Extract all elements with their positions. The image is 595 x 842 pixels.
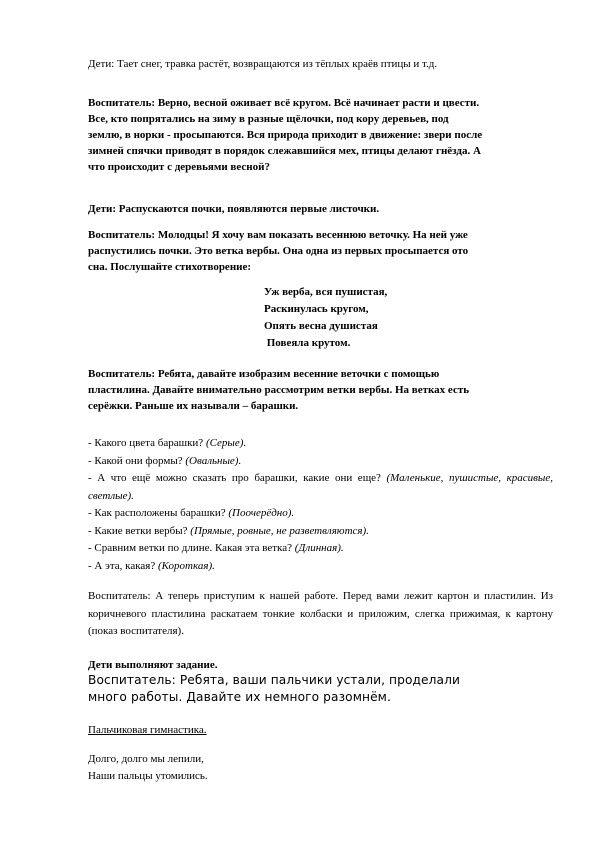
section-heading: Пальчиковая гимнастика. [88, 724, 207, 736]
answer-text: (Короткая). [157, 559, 215, 572]
text-line: Воспитатель: Верно, весной оживает всё кругом. Всё начинает расти и цвести. [88, 97, 480, 109]
question-text: - Какие ветки вербы? [88, 524, 191, 537]
question-item [88, 558, 553, 576]
poem-line: Уж верба, вся пушистая, [264, 286, 388, 298]
question-item [88, 523, 553, 541]
text-line: много работы. Давайте их немного разомнём. [88, 690, 391, 704]
teacher-paragraph-plasticine [88, 366, 553, 414]
text-line: Воспитатель: Ребята, давайте изобразим весенние веточки с помощью [88, 368, 440, 380]
teacher-paragraph-work [88, 588, 553, 641]
text-line: серёжки. Раньше их называли – барашки. [88, 400, 299, 412]
text-line: Дети выполняют задание. [88, 659, 218, 671]
teacher-paragraph-spring [88, 95, 553, 175]
question-item [88, 470, 553, 505]
poem-line: Раскинулась кругом, [264, 303, 369, 315]
rhyme-line: Долго, долго мы лепили, [88, 753, 204, 765]
text-line: распустились почки. Это ветка вербы. Она одна из первых просыпается ото [88, 245, 469, 257]
answer-text: (Поочерёдно). [228, 507, 295, 519]
text-line: Воспитатель: Ребята, ваши пальчики устали, проделали [88, 673, 461, 687]
answer-text: (Длинная). [294, 542, 344, 554]
teacher-paragraph-branch [88, 227, 553, 275]
children-answer-paragraph-1 [88, 56, 553, 72]
answer-text: (Серые). [205, 437, 247, 449]
children-answer-paragraph-2 [88, 201, 553, 217]
text-line: Дети: Тает снег, травка растёт, возвращаются из тёплых краёв птицы и т.д. [88, 58, 438, 70]
question-item [88, 540, 553, 558]
poem-line: Повеяла крутом. [264, 337, 351, 349]
text-line: землю, в норки - просыпаются. Вся природа приходит в движение: звери после [88, 129, 483, 141]
text-line: пластилина. Давайте внимательно рассмотрим ветки вербы. На ветках есть [88, 384, 470, 396]
text-line: Дети: Распускаются почки, появляются первые листочки. [88, 203, 380, 215]
children-task-line [88, 657, 553, 673]
text-line: Все, кто попрятались на зиму в разные щёлочки, под кору деревьев, под [88, 113, 449, 125]
question-text: - Какой они формы? [88, 454, 186, 467]
text-line: сна. Послушайте стихотворение: [88, 261, 252, 273]
rhyme [88, 751, 553, 785]
question-text: - Какого цвета барашки? [88, 437, 206, 449]
answer-text: (Овальные). [185, 454, 242, 467]
answer-text: (Маленькие, пушистые, красивые, светлые). [88, 472, 554, 502]
question-item [88, 453, 553, 471]
rhyme-line: Наши пальцы утомились. [88, 770, 208, 782]
question-text: - Как расположены барашки? [88, 507, 229, 519]
question-item [88, 505, 553, 523]
question-item [88, 435, 553, 453]
question-text: - А что ещё можно сказать про барашки, какие они еще? [88, 472, 387, 484]
answer-text: (Прямые, ровные, не разветвляются). [190, 524, 369, 537]
text-line: зимней спячки приводят в порядок слежавшийся мех, птицы делают гнёзда. А [88, 145, 481, 157]
teacher-paragraph-fingers [88, 672, 553, 706]
finger-gymnastics-heading [88, 722, 553, 738]
question-text: - Сравним ветки по длине. Какая эта ветка? [88, 542, 295, 554]
question-list [88, 435, 553, 575]
poem [264, 284, 514, 352]
text-line: что происходит с деревьями весной? [88, 161, 270, 173]
text-line: Воспитатель: Молодцы! Я хочу вам показать весеннюю веточку. На ней уже [88, 229, 468, 241]
poem-line: Опять весна душистая [264, 320, 378, 332]
question-text: - А эта, какая? [88, 559, 158, 572]
text-paragraph: Воспитатель: А теперь приступим к нашей работе. Перед вами лежит картон и пластилин. Из коричневого пластилина раскатаем тонкие колбаски и приложим, слегка прижимая, к картону (показ воспитателя). [88, 590, 553, 637]
